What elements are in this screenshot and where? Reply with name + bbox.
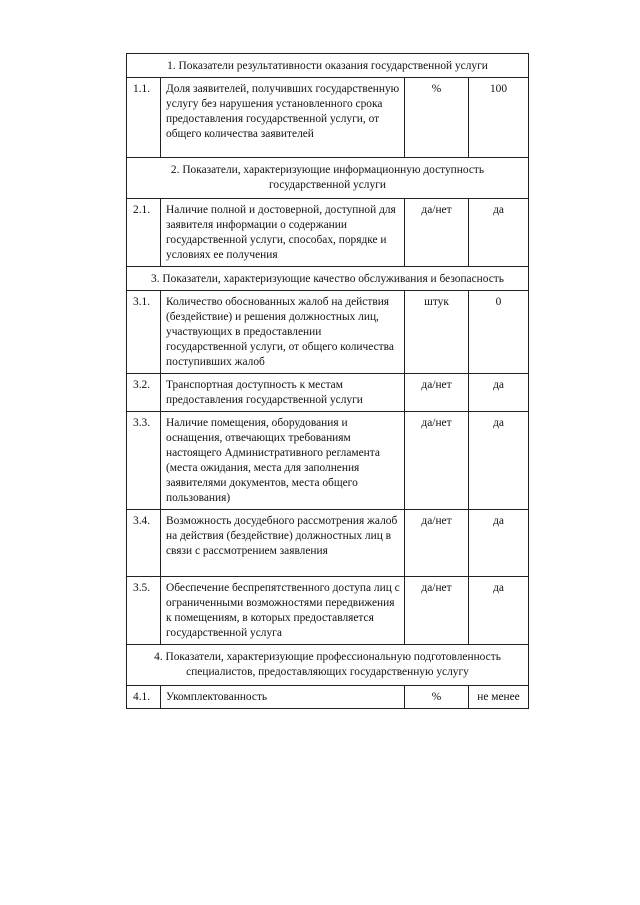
row-unit: да/нет bbox=[405, 510, 469, 577]
row-number: 3.1. bbox=[127, 291, 161, 374]
row-value: да bbox=[469, 199, 529, 267]
row-unit: % bbox=[405, 78, 469, 158]
row-unit: да/нет bbox=[405, 374, 469, 412]
row-number: 2.1. bbox=[127, 199, 161, 267]
table-row bbox=[127, 374, 529, 412]
row-value: 0 bbox=[469, 291, 529, 374]
table-row bbox=[127, 577, 529, 645]
row-number: 3.5. bbox=[127, 577, 161, 645]
row-value: да bbox=[469, 412, 529, 510]
row-description: Доля заявителей, получивших государственную услугу без нарушения установленного срока предоставления государственной услуги, от общего количества заявителей bbox=[161, 78, 405, 158]
section-title: 1. Показатели результативности оказания государственной услуги bbox=[127, 54, 529, 78]
row-unit: штук bbox=[405, 291, 469, 374]
row-number: 3.4. bbox=[127, 510, 161, 577]
row-value: не менее bbox=[469, 686, 529, 709]
indicators-table bbox=[126, 53, 529, 709]
section-title: 4. Показатели, характеризующие профессиональную подготовленность специалистов, предоставляющих государственную услугу bbox=[127, 645, 529, 686]
row-value: да bbox=[469, 374, 529, 412]
row-number: 1.1. bbox=[127, 78, 161, 158]
section-title: 2. Показатели, характеризующие информационную доступность государственной услуги bbox=[127, 158, 529, 199]
row-value: да bbox=[469, 577, 529, 645]
row-unit: да/нет bbox=[405, 199, 469, 267]
section-header-row bbox=[127, 645, 529, 686]
row-unit: % bbox=[405, 686, 469, 709]
table-row bbox=[127, 78, 529, 158]
row-number: 4.1. bbox=[127, 686, 161, 709]
row-number: 3.2. bbox=[127, 374, 161, 412]
section-title: 3. Показатели, характеризующие качество обслуживания и безопасность bbox=[127, 267, 529, 291]
row-description: Транспортная доступность к местам предоставления государственной услуги bbox=[161, 374, 405, 412]
row-description: Наличие помещения, оборудования и оснащения, отвечающих требованиям настоящего Административного регламента (места ожидания, места для заполнения заявителями документов, места общего пользования) bbox=[161, 412, 405, 510]
table-row bbox=[127, 510, 529, 577]
row-description: Укомплектованность bbox=[161, 686, 405, 709]
table-row bbox=[127, 199, 529, 267]
section-header-row bbox=[127, 54, 529, 78]
table-row bbox=[127, 412, 529, 510]
row-description: Обеспечение беспрепятственного доступа лиц с ограниченными возможностями передвижения к помещениям, в которых предоставляется государственной услуга bbox=[161, 577, 405, 645]
row-unit: да/нет bbox=[405, 577, 469, 645]
row-value: да bbox=[469, 510, 529, 577]
table-row bbox=[127, 686, 529, 709]
row-description: Возможность досудебного рассмотрения жалоб на действия (бездействие) должностных лиц в связи с рассмотрением заявления bbox=[161, 510, 405, 577]
row-unit: да/нет bbox=[405, 412, 469, 510]
row-description: Количество обоснованных жалоб на действия (бездействие) и решения должностных лиц, участвующих в предоставлении государственной услуги, от общего количества поступивших жалоб bbox=[161, 291, 405, 374]
row-number: 3.3. bbox=[127, 412, 161, 510]
row-value: 100 bbox=[469, 78, 529, 158]
section-header-row bbox=[127, 267, 529, 291]
section-header-row bbox=[127, 158, 529, 199]
table-row bbox=[127, 291, 529, 374]
row-description: Наличие полной и достоверной, доступной для заявителя информации о содержании государственной услуги, способах, порядке и условиях ее получения bbox=[161, 199, 405, 267]
